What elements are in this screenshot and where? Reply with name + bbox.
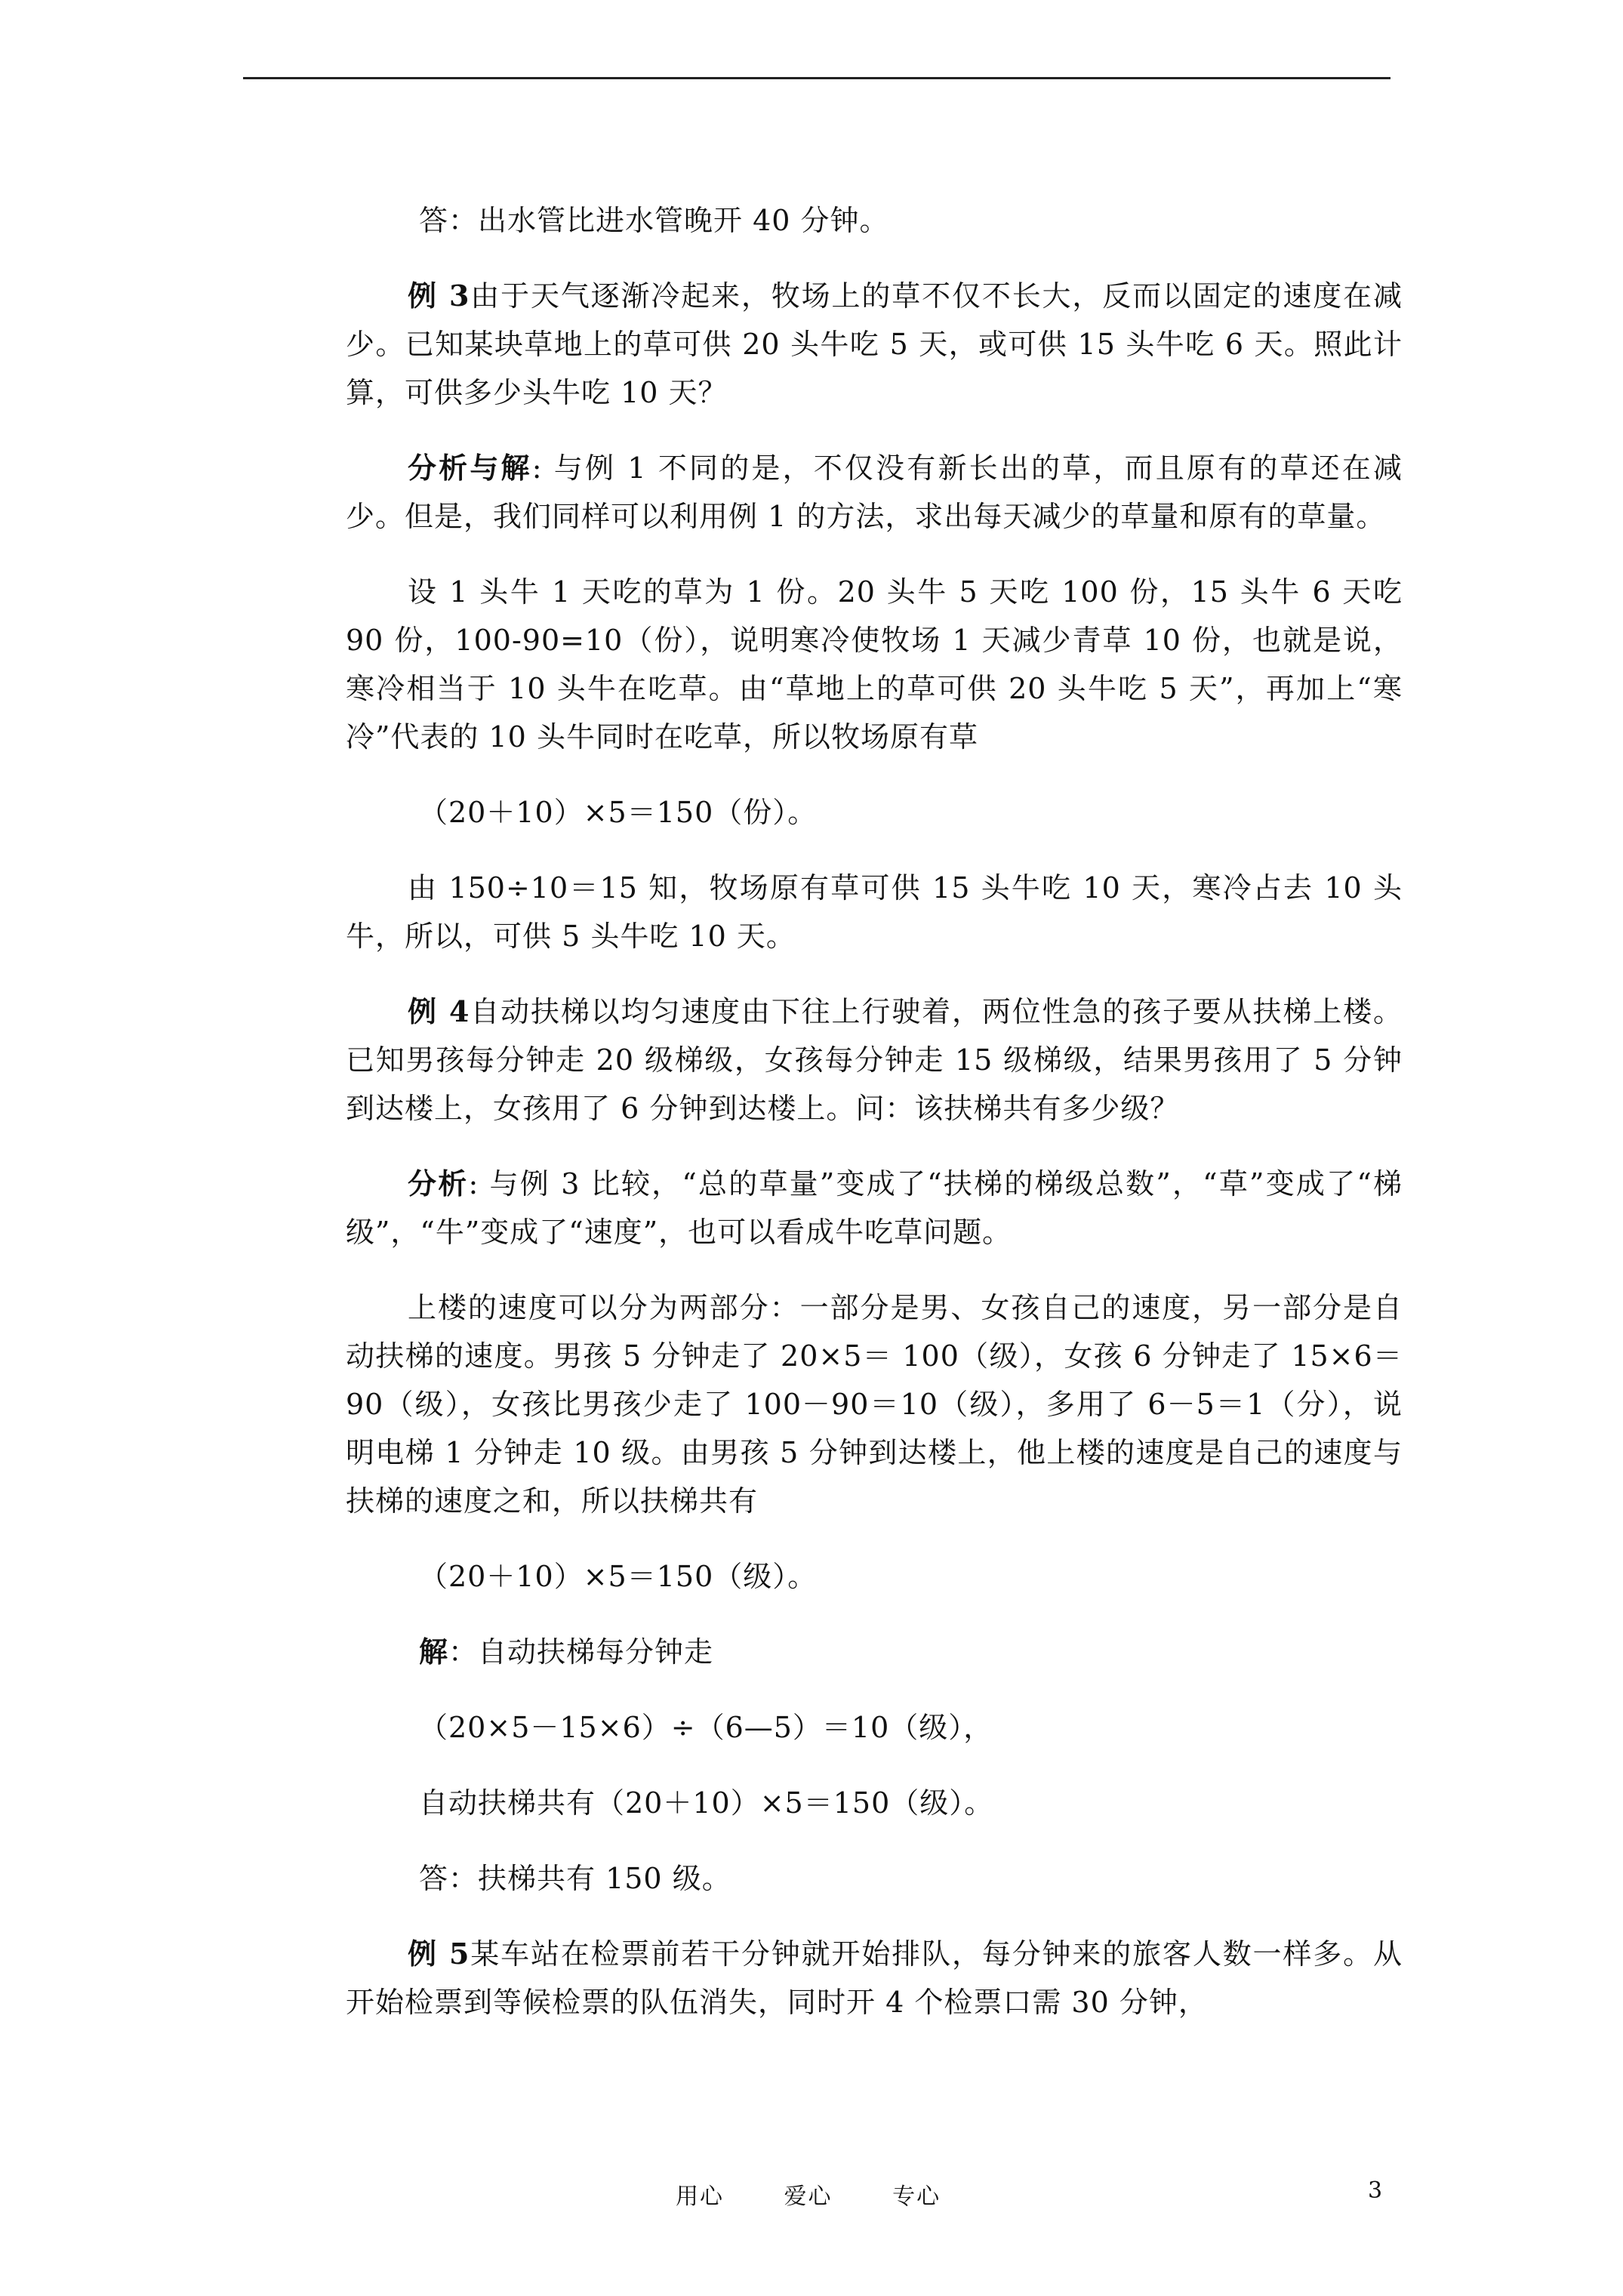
paragraph-text: : 与例 3 比较，“总的草量”变成了“扶梯的梯级总数”，“草”变成了“梯级”，“牛”变成了“速度”，也可以看成牛吃草问题。 xyxy=(346,1167,1403,1249)
page-number: 3 xyxy=(1368,2177,1383,2204)
paragraph-text: （20＋10）×5＝150（级）。 xyxy=(419,1560,818,1593)
paragraph-label: 例 4 xyxy=(408,994,470,1028)
paragraph-label: 分析 xyxy=(408,1166,469,1200)
paragraph-text: ：自动扶梯每分钟走 xyxy=(448,1635,714,1669)
paragraph-label: 例 5 xyxy=(408,1937,470,1971)
equation-line xyxy=(346,1703,1403,1752)
paragraph xyxy=(346,1284,1403,1525)
paragraph xyxy=(346,568,1403,761)
paragraph-text: （20×5－15×6）÷（6—5）＝10（级）， xyxy=(419,1711,993,1744)
paragraph xyxy=(346,1930,1403,2026)
footer-item: 用心 xyxy=(676,2184,724,2210)
paragraph-text: 由 150÷10＝15 知，牧场原有草可供 15 头牛吃 10 天，寒冷占去 10 头牛，所以，可供 5 头牛吃 10 天。 xyxy=(346,871,1403,953)
paragraph-text: （20＋10）×5＝150（份）。 xyxy=(419,796,818,829)
equation-line xyxy=(346,1552,1403,1601)
paragraph-label: 例 3 xyxy=(408,279,470,313)
paragraph-text: 答：扶梯共有 150 级。 xyxy=(419,1862,731,1895)
paragraph xyxy=(346,864,1403,960)
paragraph-text: 某车站在检票前若干分钟就开始排队，每分钟来的旅客人数一样多。从开始检票到等候检票的队伍消失，同时开 4 个检票口需 30 分钟， xyxy=(346,1937,1403,2019)
equation-line xyxy=(346,788,1403,837)
equation-line xyxy=(346,1779,1403,1827)
paragraph-text: 自动扶梯以均匀速度由下往上行驶着，两位性急的孩子要从扶梯上楼。已知男孩每分钟走 20 级梯级，女孩每分钟走 15 级梯级，结果男孩用了 5 分钟到达楼上，女孩用了 6 分钟到达楼上。问：该扶梯共有多少级？ xyxy=(346,995,1403,1125)
paragraph-text: : 与例 1 不同的是，不仅没有新长出的草，而且原有的草还在减少。但是，我们同样可以利用例 1 的方法，求出每天减少的草量和原有的草量。 xyxy=(346,451,1403,533)
paragraph-text: 设 1 头牛 1 天吃的草为 1 份。20 头牛 5 天吃 100 份，15 头牛 6 天吃 90 份，100-90=10（份），说明寒冷使牧场 1 天减少青草 10 份，也就是说，寒冷相当于 10 头牛在吃草。由“草地上的草可供 20 头牛吃 5 天”，再加上“寒冷”代表的 10 头牛同时在吃草，所以牧场原有草 xyxy=(346,575,1403,754)
solution-line xyxy=(346,1628,1403,1676)
paragraph-label: 分析与解 xyxy=(408,451,532,485)
paragraph-label: 解 xyxy=(419,1635,449,1669)
paragraph xyxy=(346,272,1403,417)
paragraph xyxy=(346,1160,1403,1256)
answer-line xyxy=(346,1854,1403,1903)
paragraph-text: 由于天气逐渐冷起来，牧场上的草不仅不长大，反而以固定的速度在减少。已知某块草地上的草可供 20 头牛吃 5 天，或可供 15 头牛吃 6 天。照此计算，可供多少头牛吃 10 天？ xyxy=(346,279,1403,409)
footer-motto xyxy=(676,2177,992,2211)
paragraph xyxy=(346,988,1403,1133)
header-rule xyxy=(243,77,1390,79)
paragraph xyxy=(346,196,1403,245)
footer-item: 爱心 xyxy=(784,2184,833,2210)
footer-item: 专心 xyxy=(892,2184,941,2210)
paragraph-text: 自动扶梯共有（20＋10）×5＝150（级）。 xyxy=(419,1786,994,1820)
paragraph-text: 答：出水管比进水管晚开 40 分钟。 xyxy=(419,204,889,237)
paragraph xyxy=(346,444,1403,541)
document-body xyxy=(346,196,1403,2054)
paragraph-text: 上楼的速度可以分为两部分：一部分是男、女孩自己的速度，另一部分是自动扶梯的速度。男孩 5 分钟走了 20×5＝ 100（级），女孩 6 分钟走了 15×6＝90（级），女孩比男孩少走了 100－90＝10（级），多用了 6－5＝1（分），说明电梯 1 分钟走 10 级。由男孩 5 分钟到达楼上，他上楼的速度是自己的速度与扶梯的速度之和，所以扶梯共有 xyxy=(346,1291,1403,1518)
